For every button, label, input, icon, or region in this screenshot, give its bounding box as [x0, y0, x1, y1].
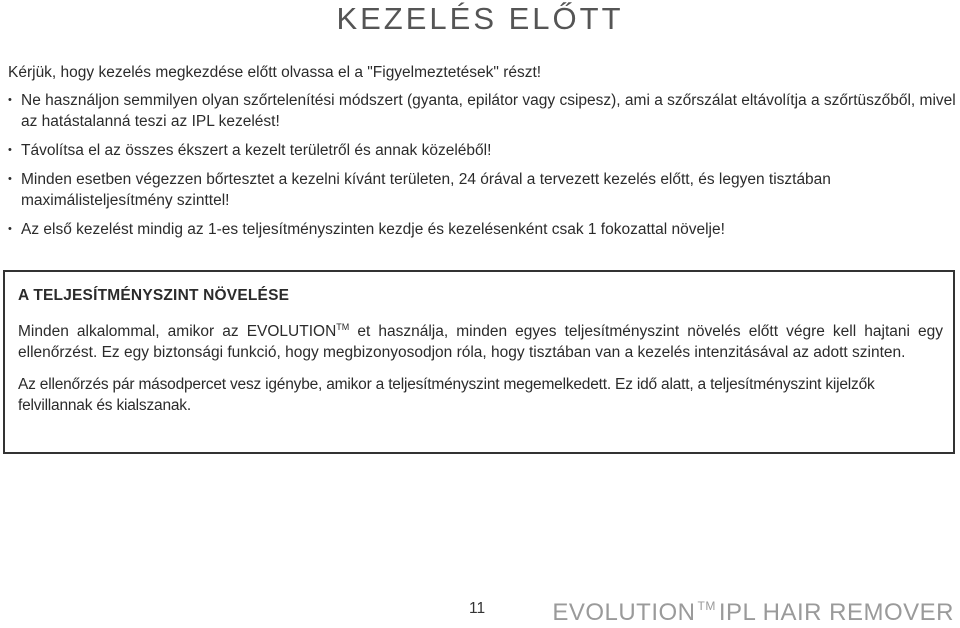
bullet-icon: • [8, 223, 12, 235]
page-number: 11 [469, 600, 486, 617]
box-paragraph-1-start: Minden alkalommal, amikor az EVOLUTION [18, 323, 337, 340]
bullet-icon: • [8, 144, 12, 156]
precaution-list [8, 90, 958, 248]
list-item [8, 219, 958, 240]
list-item [8, 90, 958, 132]
trademark-mark: TM [336, 322, 350, 332]
box-heading: A TELJESÍTMÉNYSZINT NÖVELÉSE [18, 287, 290, 304]
page-title: KEZELÉS ELŐTT [336, 1, 624, 36]
footer-brand-product: IPL HAIR REMOVER [718, 599, 954, 626]
list-item-text: Az első kezelést mindig az 1-es teljesítményszinten kezdje és kezelésenként csak 1 fokozattal növelje! [21, 221, 725, 238]
bullet-icon: • [8, 94, 12, 106]
list-item-text: Távolítsa el az összes ékszert a kezelt területről és annak közeléből! [21, 142, 492, 159]
intro-text: Kérjük, hogy kezelés megkezdése előtt olvassa el a "Figyelmeztetések" részt! [8, 64, 542, 81]
box-paragraph-1-end: et használja, minden egyes teljesítményszint növelés előtt végre kell hajtani egy ellenőrzést. Ez egy biztonsági funkció, hogy megbizonyosodjon róla, hogy tisztában van a kezelés intenzitásával az adott szinten. [18, 323, 943, 361]
box-paragraph-2: Az ellenőrzés pár másodpercet vesz igénybe, amikor a teljesítményszint megemelkedett. Ez idő alatt, a teljesítményszint kijelzők felvillannak és kialszanak. [18, 376, 875, 414]
footer-trademark-mark: TM [697, 599, 716, 613]
power-level-info-box [3, 270, 955, 454]
footer-brand-name: EVOLUTION [552, 599, 696, 626]
list-item [8, 169, 958, 211]
list-item-text: Minden esetben végezzen bőrtesztet a kezelni kívánt területen, 24 órával a tervezett kezelés előtt, és legyen tisztában maximálisteljesítmény szinttel! [21, 171, 831, 209]
list-item-text: Ne használjon semmilyen olyan szőrtelenítési módszert (gyanta, epilátor vagy csipesz), ami a szőrszálat eltávolítja a szőrtüszőből, mivel az hatástalanná teszi az IPL kezelést! [21, 92, 956, 130]
box-paragraph-1 [18, 317, 943, 363]
footer-brand [552, 591, 954, 628]
list-item [8, 140, 958, 161]
bullet-icon: • [8, 173, 12, 185]
